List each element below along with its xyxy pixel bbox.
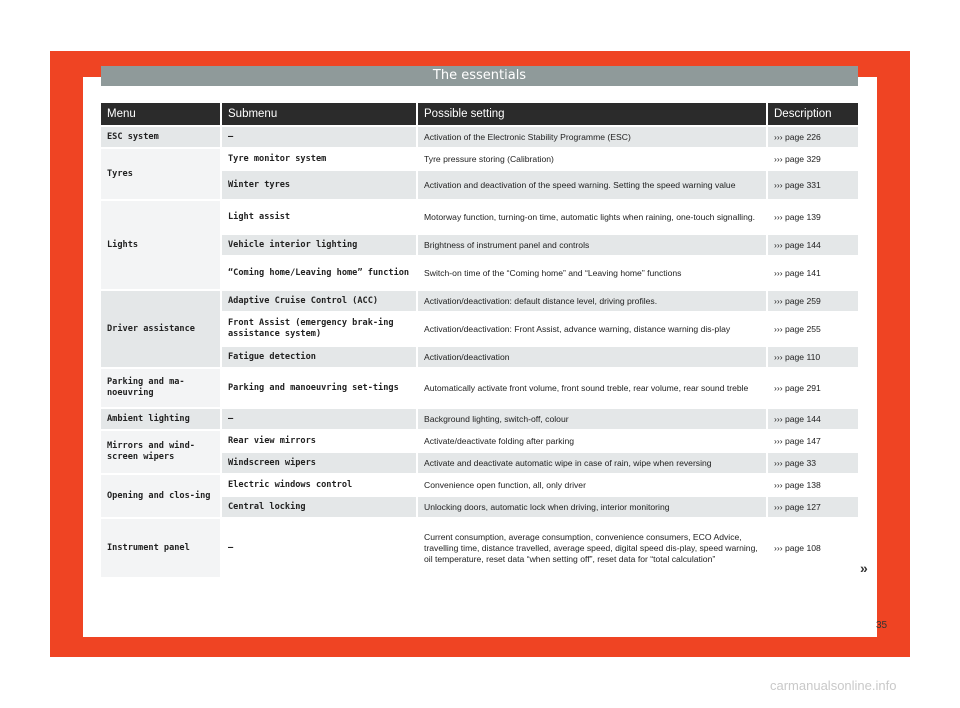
menu-cell: Tyres <box>101 149 222 199</box>
col-header-setting: Possible setting <box>418 103 768 125</box>
setting-cell: Activation of the Electronic Stability Programme (ESC) <box>418 127 768 147</box>
page-ref-link[interactable]: ››› page 144 <box>768 235 858 255</box>
table-row <box>101 369 858 407</box>
table-row <box>101 201 858 233</box>
page-ref-link[interactable]: ››› page 139 <box>768 201 858 233</box>
submenu-cell: Winter tyres <box>222 171 418 199</box>
setting-cell: Automatically activate front volume, front sound treble, rear volume, rear sound treble <box>418 369 768 407</box>
setting-cell: Activation/deactivation <box>418 347 768 367</box>
submenu-cell: Electric windows control <box>222 475 418 495</box>
page-ref-link[interactable]: ››› page 138 <box>768 475 858 495</box>
page-ref-link[interactable]: ››› page 331 <box>768 171 858 199</box>
menu-cell: Lights <box>101 201 222 289</box>
menu-cell: ESC system <box>101 127 222 147</box>
submenu-cell: “Coming home/Leaving home” function <box>222 257 418 289</box>
setting-cell: Activation/deactivation: Front Assist, advance warning, distance warning dis-play <box>418 313 768 345</box>
submenu-cell: Vehicle interior lighting <box>222 235 418 255</box>
setting-cell: Switch-on time of the “Coming home” and “Leaving home” functions <box>418 257 768 289</box>
setting-cell: Background lighting, switch-off, colour <box>418 409 768 429</box>
table-row <box>101 127 858 147</box>
table-row <box>101 475 858 495</box>
table-row <box>101 149 858 169</box>
submenu-cell: Fatigue detection <box>222 347 418 367</box>
page-ref-link[interactable]: ››› page 127 <box>768 497 858 517</box>
page-ref-link[interactable]: ››› page 33 <box>768 453 858 473</box>
menu-cell: Parking and ma-noeuvring <box>101 369 222 407</box>
table-row <box>101 519 858 577</box>
submenu-cell: Tyre monitor system <box>222 149 418 169</box>
page-ref-link[interactable]: ››› page 259 <box>768 291 858 311</box>
page-ref-link[interactable]: ››› page 141 <box>768 257 858 289</box>
page-number: 35 <box>876 620 888 631</box>
page-ref-link[interactable]: ››› page 226 <box>768 127 858 147</box>
menu-cell: Instrument panel <box>101 519 222 577</box>
submenu-cell: – <box>222 127 418 147</box>
setting-cell: Tyre pressure storing (Calibration) <box>418 149 768 169</box>
page-ref-link[interactable]: ››› page 108 <box>768 519 858 577</box>
continued-mark: » <box>860 560 868 576</box>
page-ref-link[interactable]: ››› page 255 <box>768 313 858 345</box>
submenu-cell: Windscreen wipers <box>222 453 418 473</box>
table-header-row <box>101 103 858 125</box>
setting-cell: Activation/deactivation: default distance level, driving profiles. <box>418 291 768 311</box>
table-row <box>101 431 858 451</box>
submenu-cell: Parking and manoeuvring set-tings <box>222 369 418 407</box>
submenu-cell: – <box>222 409 418 429</box>
submenu-cell: Adaptive Cruise Control (ACC) <box>222 291 418 311</box>
submenu-cell: Rear view mirrors <box>222 431 418 451</box>
setting-cell: Unlocking doors, automatic lock when driving, interior monitoring <box>418 497 768 517</box>
page-ref-link[interactable]: ››› page 147 <box>768 431 858 451</box>
submenu-cell: Central locking <box>222 497 418 517</box>
page-ref-link[interactable]: ››› page 291 <box>768 369 858 407</box>
setting-cell: Activate and deactivate automatic wipe in case of rain, wipe when reversing <box>418 453 768 473</box>
page-ref-link[interactable]: ››› page 110 <box>768 347 858 367</box>
setting-cell: Motorway function, turning-on time, automatic lights when raining, one-touch signalling. <box>418 201 768 233</box>
menu-cell: Driver assistance <box>101 291 222 367</box>
setting-cell: Convenience open function, all, only driver <box>418 475 768 495</box>
submenu-cell: Light assist <box>222 201 418 233</box>
table-row <box>101 409 858 429</box>
col-header-description: Description <box>768 103 858 125</box>
page-title: The essentials <box>101 66 858 86</box>
col-header-submenu: Submenu <box>222 103 418 125</box>
menu-cell: Mirrors and wind-screen wipers <box>101 431 222 473</box>
menu-cell: Opening and clos-ing <box>101 475 222 517</box>
page-ref-link[interactable]: ››› page 329 <box>768 149 858 169</box>
submenu-cell: Front Assist (emergency brak-ing assistance system) <box>222 313 418 345</box>
page-ref-link[interactable]: ››› page 144 <box>768 409 858 429</box>
submenu-cell: – <box>222 519 418 577</box>
settings-table <box>101 101 858 579</box>
setting-cell: Activate/deactivate folding after parking <box>418 431 768 451</box>
menu-cell: Ambient lighting <box>101 409 222 429</box>
col-header-menu: Menu <box>101 103 222 125</box>
table-row <box>101 291 858 311</box>
setting-cell: Brightness of instrument panel and controls <box>418 235 768 255</box>
setting-cell: Activation and deactivation of the speed warning. Setting the speed warning value <box>418 171 768 199</box>
setting-cell: Current consumption, average consumption, convenience consumers, ECO Advice, travelling time, distance travelled, average speed, digital speed dis-play, speed warning, oil temperature, reset data “when setting off”, reset data for “total calculation” <box>418 519 768 577</box>
watermark: carmanualsonline.info <box>770 678 897 693</box>
